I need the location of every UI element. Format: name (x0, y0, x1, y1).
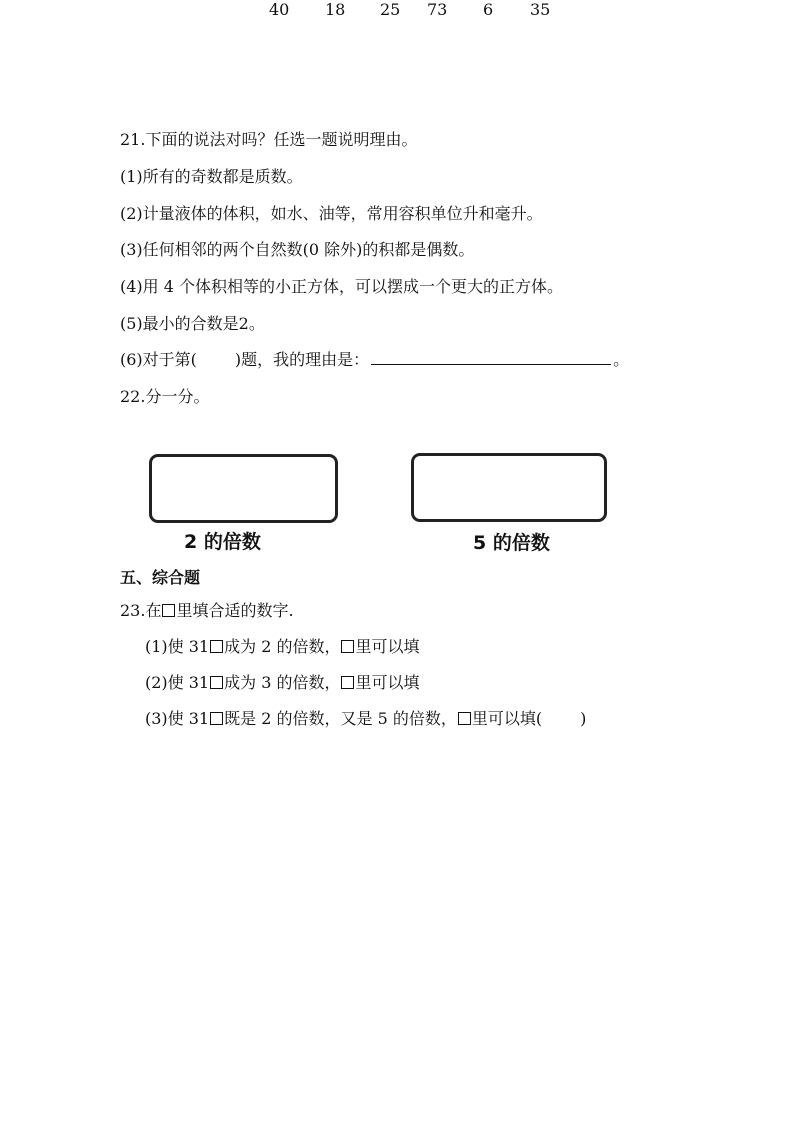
box-square-icon (341, 676, 354, 689)
q21-item-6-middle: )题，我的理由是： (234, 350, 370, 369)
box-square-icon (210, 676, 223, 689)
box-square-icon (341, 640, 354, 653)
q22-stem: 22.分一分。 (120, 387, 210, 406)
q23-item-1 (145, 637, 420, 657)
q23-stem (120, 601, 294, 621)
q21-item-5: (5)最小的合数是2。 (120, 314, 265, 333)
section-title: 五、综合题 (120, 568, 201, 587)
multiples-of-5-label: 5 的倍数 (473, 532, 550, 554)
multiples-of-5-box[interactable] (411, 453, 607, 522)
reason-blank[interactable] (371, 350, 611, 365)
box-square-icon (458, 712, 471, 725)
q21-item-3: (3)任何相邻的两个自然数(0 除外)的积都是偶数。 (120, 240, 475, 259)
q21-item-6 (120, 350, 629, 370)
q23-item-3-suffix: 里可以填( (471, 709, 543, 728)
number-item: 35 (530, 0, 551, 19)
number-item: 6 (483, 0, 494, 19)
number-item: 18 (325, 0, 346, 19)
multiples-of-2-label: 2 的倍数 (184, 531, 261, 553)
q23-item-3-prefix: (3)使 31 (145, 709, 210, 728)
q21-item-6-prefix: (6)对于第( (120, 350, 197, 369)
q23-item-2-suffix: 里可以填 (355, 673, 420, 692)
q23-item-3 (145, 709, 586, 729)
q23-stem-b: 里填合适的数字. (176, 601, 294, 620)
q21-item-4: (4)用 4 个体积相等的小正方体，可以摆成一个更大的正方体。 (120, 277, 564, 296)
number-item: 73 (427, 0, 448, 19)
q23-item-3-middle: 既是 2 的倍数，又是 5 的倍数， (224, 709, 457, 728)
q23-item-2-prefix: (2)使 31 (145, 673, 210, 692)
q21-item-6-end: 。 (613, 350, 630, 369)
q21-stem: 21.下面的说法对吗？任选一题说明理由。 (120, 130, 418, 149)
q23-item-1-middle: 成为 2 的倍数， (224, 637, 341, 656)
q23-item-1-suffix: 里可以填 (355, 637, 420, 656)
q23-item-2-middle: 成为 3 的倍数， (224, 673, 341, 692)
q21-item-1: (1)所有的奇数都是质数。 (120, 167, 303, 186)
q23-item-1-prefix: (1)使 31 (145, 637, 210, 656)
box-square-icon (210, 712, 223, 725)
q23-stem-a: 23.在 (120, 601, 162, 620)
number-item: 40 (269, 0, 290, 19)
q23-item-2 (145, 673, 420, 693)
box-square-icon (162, 604, 175, 617)
q23-item-3-close: ) (580, 709, 587, 728)
number-item: 25 (380, 0, 401, 19)
box-square-icon (210, 640, 223, 653)
multiples-of-2-box[interactable] (149, 454, 338, 523)
q21-item-2: (2)计量液体的体积，如水、油等，常用容积单位升和毫升。 (120, 204, 543, 223)
